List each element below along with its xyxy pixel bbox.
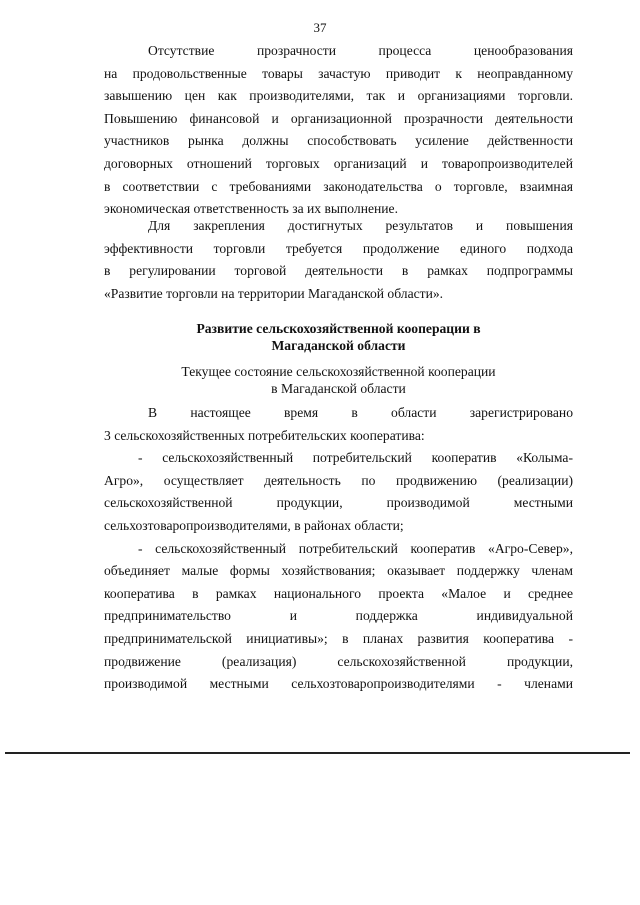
text-line: 3 сельскохозяйственных потребительских кооператива: [104, 427, 425, 443]
text-line: договорных отношений торговых организаций и товаропроизводителей [104, 155, 573, 171]
text-line: кооператива в рамках национального проекта «Малое и среднее [104, 585, 573, 601]
text-line: объединяет малые формы хозяйствования; оказывает поддержку членам [104, 563, 573, 579]
paragraph-price-transparency [104, 40, 573, 221]
text-line: продвижение (реализация) сельскохозяйственной продукции, [104, 653, 573, 669]
text-line: Для закрепления достигнутых результатов и повышения [148, 218, 573, 233]
text-line: завышению цен как производителями, так и организациями торговли. [104, 88, 573, 104]
text-line: производимой местными сельхозтоваропроизводителями - членами [104, 676, 573, 692]
text-line: сельскохозяйственной продукции, производимой местными [104, 495, 573, 511]
text-line: на продовольственные товары зачастую приводит к неоправданному [104, 65, 573, 81]
page-number: 37 [313, 20, 327, 35]
text-line: - сельскохозяйственный потребительский кооператив «Колыма- [138, 450, 573, 466]
text-line: экономическая ответственность за их выполнение. [104, 201, 398, 217]
subsection-heading-line: Текущее состояние сельскохозяйственной кооперации [181, 364, 496, 379]
text-line: - сельскохозяйственный потребительский кооператив «Агро-Север», [138, 540, 573, 556]
text-line: предпринимательской инициативы»; в планах развития кооператива - [104, 630, 573, 646]
text-line: эффективности торговли требуется продолжение единого подхода [104, 240, 573, 256]
section-heading-line: Магаданской области [271, 338, 406, 353]
text-line: участников рынка должны способствовать усиление действенности [104, 133, 573, 149]
text-line: Агро», осуществляет деятельность по продвижению (реализации) [104, 472, 573, 488]
text-line: В настоящее время в области зарегистрировано [148, 405, 573, 420]
section-heading-line: Развитие сельскохозяйственной кооперации в [196, 321, 481, 336]
text-line: Повышению финансовой и организационной прозрачности деятельности [104, 110, 573, 126]
footer-divider [5, 752, 630, 754]
paragraph-cooperatives [104, 402, 573, 696]
subsection-heading-line: в Магаданской области [271, 381, 406, 396]
text-line: в соответствии с требованиями законодательства о торговле, взаимная [104, 178, 573, 194]
text-line: «Развитие торговли на территории Магаданской области». [104, 285, 444, 301]
paragraph-trade-efficiency [104, 215, 573, 305]
text-line: в регулировании торговой деятельности в рамках подпрограммы [104, 263, 573, 279]
text-line: предпринимательство и поддержка индивидуальной [104, 608, 573, 624]
section-heading [104, 320, 573, 354]
text-line: Отсутствие прозрачности процесса ценообразования [148, 43, 573, 58]
text-line: сельхозтоваропроизводителями, в районах области; [104, 517, 404, 533]
subsection-heading [104, 363, 573, 397]
